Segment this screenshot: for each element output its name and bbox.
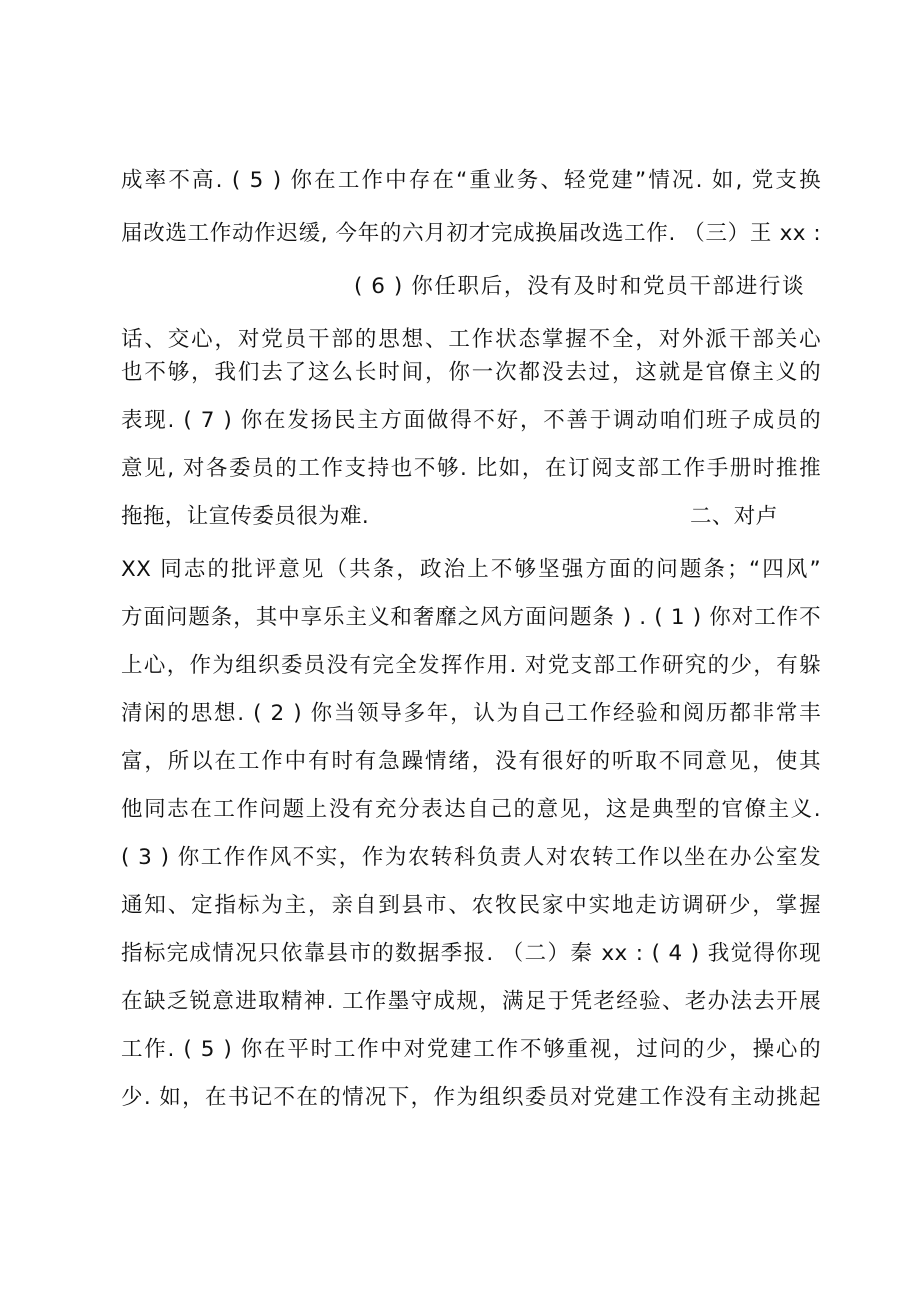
text-line: 清闲的思想. ( 2 ) 你当领导多年，认为自己工作经验和阅历都非常丰 [121,701,821,726]
text-line: 上心，作为组织委员没有完全发挥作用. 对党支部工作研究的少，有躲 [121,653,821,678]
text-line: 表现. ( 7 ) 你在发扬民主方面做得不好，不善于调动咱们班子成员的 [121,408,821,433]
text-line: 拖拖，让宣传委员很为难. [121,504,370,529]
text-line: 成率不高. ( 5 ) 你在工作中存在“重业务、轻党建”情况. 如, 党支换 [121,168,821,193]
text-line: ( 3 ) 你工作作风不实，作为农转科负责人对农转工作以坐在办公室发 [121,845,821,870]
text-line: 工作. ( 5 ) 你在平时工作中对党建工作不够重视，过问的少，操心的 [121,1037,821,1062]
text-line: 指标完成情况只依靠县市的数据季报. （二）秦 xx : ( 4 ) 我觉得你现 [121,941,821,966]
text-line: 也不够，我们去了这么长时间，你一次都没去过，这就是官僚主义的 [121,360,821,385]
text-line: 富，所以在工作中有时有急躁情绪，没有很好的听取不同意见，使其 [121,749,821,774]
text-line: 在缺乏锐意进取精神. 工作墨守成规，满足于凭老经验、老办法去开展 [121,989,821,1014]
text-line: XX 同志的批评意见（共条，政治上不够坚强方面的问题条；“四风” [121,557,821,582]
text-line: 意见, 对各委员的工作支持也不够. 比如，在订阅支部工作手册时推推 [121,456,821,481]
text-line: ( 6 ) 你任职后，没有及时和党员干部进行谈 [354,274,804,299]
section-heading-fragment: 二、对卢 [690,504,778,529]
text-line: 通知、定指标为主，亲自到县市、农牧民家中实地走访调研少，掌握 [121,893,821,918]
text-line: 话、交心，对党员干部的思想、工作状态掌握不全，对外派干部关心 [121,327,821,352]
text-line: 他同志在工作问题上没有充分表达自己的意见，这是典型的官僚主义. [121,797,821,822]
text-line: 届改选工作动作迟缓, 今年的六月初才完成换届改选工作. （三）王 xx : [121,221,821,246]
text-line: 方面问题条，其中享乐主义和奢靡之风方面问题条 ) . ( 1 ) 你对工作不 [121,605,821,630]
text-line: 少. 如，在书记不在的情况下，作为组织委员对党建工作没有主动挑起 [121,1085,821,1110]
